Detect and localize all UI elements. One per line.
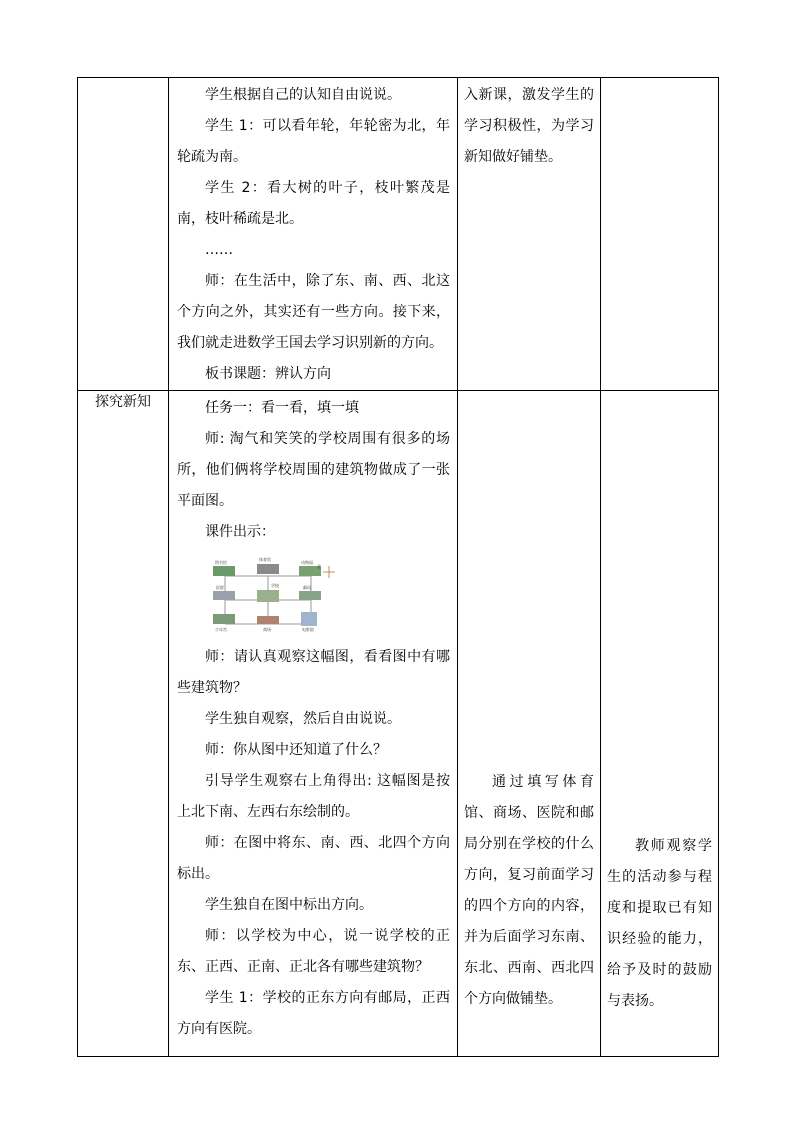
intent-text: 入新课，激发学生的学习积极性，为学习新知做好铺垫。 [464, 87, 594, 165]
paragraph: 课件出示： [205, 524, 275, 540]
paragraph: 学生 1：可以看年轮，年轮密为北，年轮疏为南。 [177, 118, 450, 165]
map-label: 少年宫 [215, 627, 227, 632]
paragraph: 师：在生活中，除了东、南、西、北这个方向之外，其实还有一些方向。接下来，我们就走进数学王国去学习识别新的方向。 [177, 273, 450, 351]
table-row [78, 391, 719, 1057]
process-cell [169, 78, 458, 391]
map-figure [203, 552, 450, 636]
paragraph: 师：以学校为中心，说一说学校的正东、正西、正南、正北各有哪些建筑物？ [177, 928, 450, 975]
paragraph: 任务一：看一看，填一填 [205, 400, 359, 416]
process-cell [169, 391, 458, 1057]
paragraph: 师：请认真观察这幅图，看看图中有哪些建筑物？ [177, 649, 450, 696]
intent-cell [458, 391, 601, 1057]
map-label: 图书馆 [215, 560, 227, 565]
paragraph: 学生根据自己的认知自由说说。 [205, 87, 401, 103]
paragraph: 师：你从图中还知道了什么？ [205, 742, 387, 758]
paragraph: 学生独自观察，然后自由说说。 [205, 711, 401, 727]
stage-cell [78, 78, 169, 391]
paragraph: 学生独自在图中标出方向。 [205, 897, 373, 913]
stage-cell [78, 391, 169, 1057]
map-label: 体育馆 [259, 557, 271, 562]
compass-label: 北 [317, 564, 321, 569]
building-icons [213, 564, 321, 626]
paragraph: 板书课题：辨认方向 [205, 366, 331, 382]
evaluation-cell [601, 391, 719, 1057]
paragraph: 师：在图中将东、南、西、北四个方向标出。 [177, 835, 450, 882]
lesson-plan-table [77, 77, 719, 1057]
map-label: 电影院 [302, 627, 314, 632]
paragraph: 学生 1：学校的正东方向有邮局，正西方向有医院。 [177, 990, 450, 1037]
map-label: 学校 [271, 583, 279, 588]
school-map-image [203, 552, 343, 636]
intent-cell [458, 78, 601, 391]
evaluation-cell [601, 78, 719, 391]
intent-text: 通过填写体育馆、商场、医院和邮局分别在学校的什么方向，复习前面学习的四个方向的内容，并为后面学习东南、东北、西南、西北四个方向做铺垫。 [464, 774, 594, 1007]
table-row [78, 78, 719, 391]
paragraph: 学生 2：看大树的叶子，枝叶繁茂是南，枝叶稀疏是北。 [177, 180, 450, 227]
map-label: 动物园 [301, 560, 313, 565]
evaluation-text: 教师观察学生的活动参与程度和提取已有知识经验的能力，给予及时的鼓励与表扬。 [607, 838, 712, 1009]
paragraph: 师: 淘气和笑笑的学校周围有很多的场所，他们俩将学校周围的建筑物做成了一张平面图。 [177, 431, 450, 509]
map-label: 医院 [216, 585, 224, 590]
paragraph: …… [205, 242, 233, 258]
paragraph: 引导学生观察右上角得出: 这幅图是按上北下南、左西右东绘制的。 [177, 773, 450, 820]
map-label: 商场 [263, 627, 271, 632]
map-label: 邮局 [303, 585, 311, 590]
stage-label: 探究新知 [95, 394, 151, 410]
